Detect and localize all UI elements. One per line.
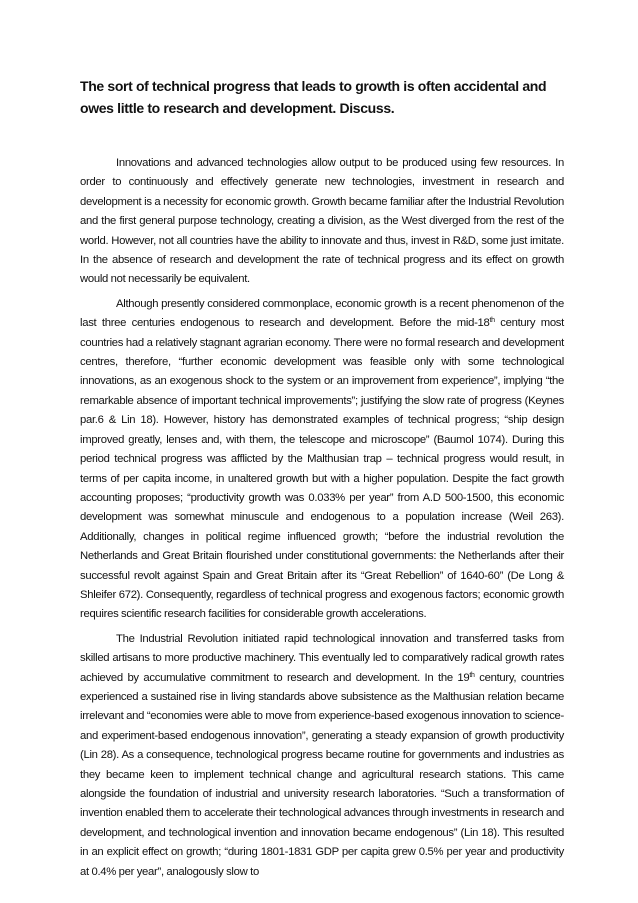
paragraph-3	[80, 630, 564, 882]
essay-title: The sort of technical progress that leads to growth is often accidental and owes little to research and development. Discuss.	[80, 78, 547, 116]
ordinal-superscript: th	[469, 671, 475, 679]
paragraph-2-text-a: Although presently considered commonplace, economic growth is a recent phenomenon of the last three centuries endogenous to research and development. Before the mid-18	[80, 297, 564, 330]
paragraph-2-text-b: century most countries had a relatively stagnant agrarian economy. There were no formal research and development centres, therefore, “further economic development was feasible only with some technological innovations, as an exogenous shock to the system or an improvement from experience”, implying “the remarkable absence of important technical improvements”; justifying the slow rate of progress (Keynes par.6 & Lin 18). However, history has demonstrated examples of technical progress; “ship design improved greatly, lenses and, with them, the telescope and microscope” (Baumol 1074). During this period technical progress was afflicted by the Malthusian trap – technical progress would result, in terms of per capita income, in unaltered growth but with a higher population. Despite the fact growth accounting proposes; “productivity growth was 0.033% per year” from A.D 500-1500, this economic development was somewhat minuscule and endogenous to a population increase (Weil 263). Additionally, changes in political regime influenced growth; “before the industrial revolution the Netherlands and Great Britain flourished under constitutional governments: the Netherlands after their successful revolt against Spain and Great Britain after its “Great Rebellion” of 1640-60” (De Long & Shleifer 672). Consequently, regardless of technical progress and exogenous factors; economic growth requires scientific research facilities for considerable growth accelerations.	[80, 317, 564, 621]
essay-body	[80, 154, 564, 887]
paragraph-2	[80, 295, 564, 625]
ordinal-superscript: th	[489, 317, 495, 325]
paragraph-3-text-a: The Industrial Revolution initiated rapid technological innovation and transferred tasks from skilled artisans to more productive machinery. This eventually led to comparatively radical growth rates achieved by accumulative commitment to research and development. In the 19	[80, 632, 564, 684]
paragraph-1-text: Innovations and advanced technologies allow output to be produced using few resources. In order to continuously and effectively generate new technologies, investment in research and development is a necessity for economic growth. Growth became familiar after the Industrial Revolution and the first general purpose technology, creating a division, as the West diverged from the rest of the world. However, not all countries have the ability to innovate and thus, invest in R&D, some just imitate. In the absence of research and development the rate of technical progress and its effect on growth would not necessarily be equivalent.	[80, 157, 564, 286]
paragraph-1	[80, 154, 564, 290]
paragraph-3-text-b: century, countries experienced a sustained rise in living standards above subsistence as the Malthusian relation became irrelevant and “economies were able to move from experience-based exogenous innovation to science- and experiment-based endogenous innovation”, generating a steady expansion of growth productivity (Lin 28). As a consequence, technological progress became routine for governments and industries as they became keen to implement technical change and agricultural research stations. This came alongside the foundation of industrial and university research laboratories. “Such a transformation of invention enabled them to accelerate their technological advances through investments in research and development, and technological invention and innovation became endogenous” (Lin 18). This resulted in an explicit effect on growth; “during 1801-1831 GDP per capita grew 0.5% per year and productivity at 0.4% per year”, analogously slow to	[80, 671, 564, 878]
